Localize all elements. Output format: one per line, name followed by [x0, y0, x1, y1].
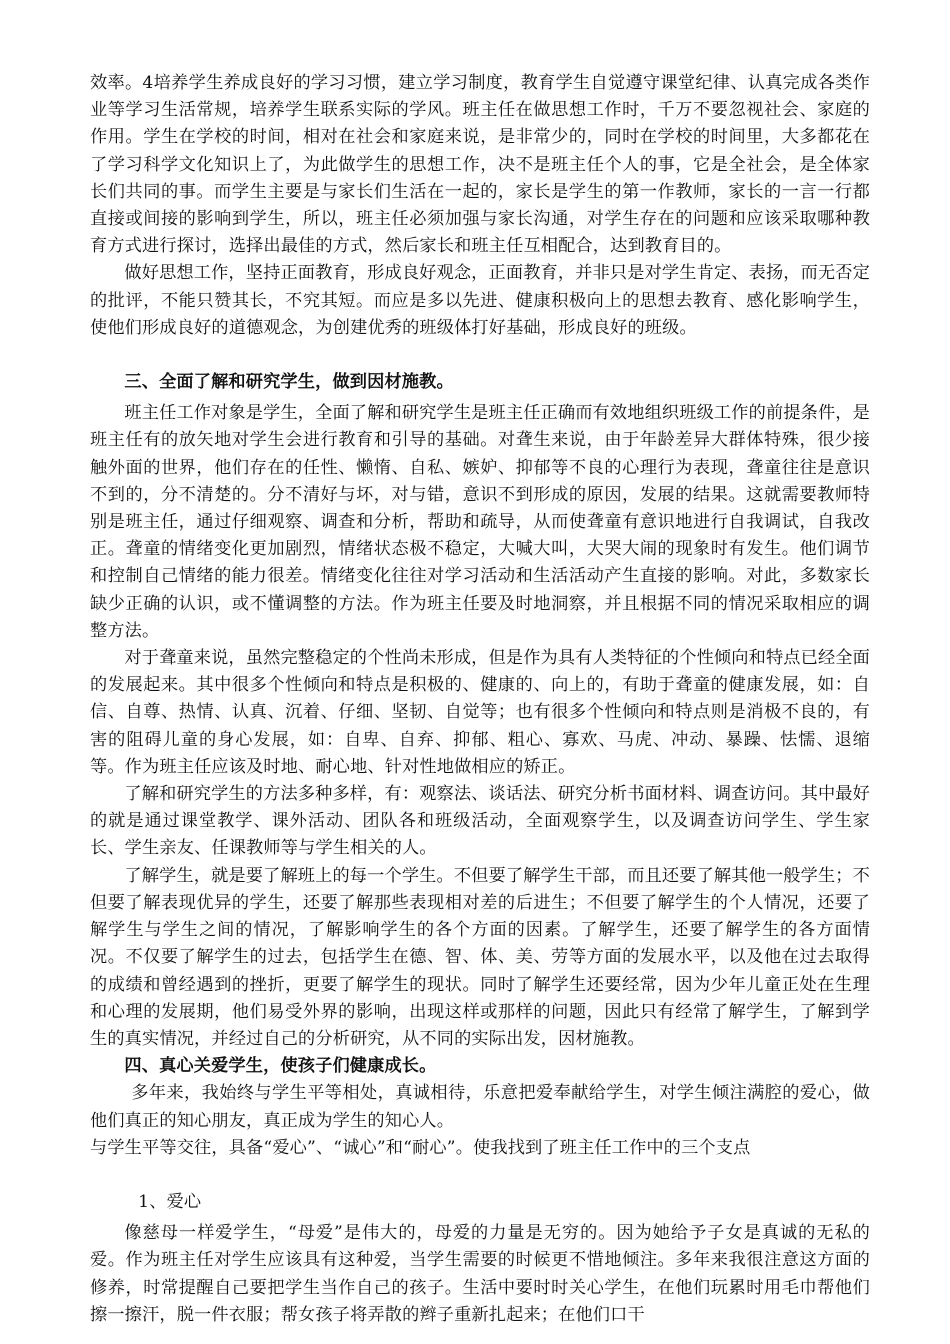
paragraph-care-for-students: 多年来，我始终与学生平等相处，真诚相待，乐意把爱奉献给学生，对学生倾注满腔的爱心，做他们真正的知心朋友，真正成为学生的知心人。 — [90, 1083, 870, 1131]
section-heading-4: 四、真心关爱学生，使孩子们健康成长。 — [124, 1056, 437, 1077]
paragraph-study-habits: 效率。4培养学生养成良好的学习习惯，建立学习制度，教育学生自觉遵守课堂纪律、认真完成各类作业等学习生活常规，培养学生联系实际的学风。班主任在做思想工作时，千万不要忽视社会、家庭的作用。学生在学校的时间，相对在社会和家庭来说，是非常少的，同时在学校的时间里，大多都花在了学习科学文化知识上了，为此做学生的思想工作，决不是班主任个人的事，它是全社会，是全体家长们共同的事。而学生主要是与家长们生活在一起的，家长是学生的第一作教师，家长的一言一行都直接或间接的影响到学生，所以，班主任必须加强与家长沟通，对学生存在的问题和应该采取哪种教育方式进行探讨，选择出最佳的方式，然后家长和班主任互相配合，达到教育目的。 — [90, 73, 870, 257]
document-body — [90, 70, 870, 1329]
paragraph-research-methods: 了解和研究学生的方法多种多样，有：观察法、谈话法、研究分析书面材料、调查访问。其中最好的就是通过课堂教学、课外活动、团队各和班级活动，全面观察学生，以及调查访问学生、学生家长、学生亲友、任课教师等与学生相关的人。 — [90, 784, 870, 859]
subheading-love: 1、爱心 — [138, 1191, 202, 1212]
paragraph-three-pivots: 与学生平等交往，具备“爱心”、“诚心”和“耐心”。使我找到了班主任工作中的三个支点 — [90, 1137, 751, 1158]
paragraph-positive-education: 做好思想工作，坚持正面教育，形成良好观念，正面教育，并非只是对学生肯定、表扬，而无否定的批评，不能只赞其长，不究其短。而应是多以先进、健康积极向上的思想去教育、感化影响学生，使他们形成良好的道德观念，为创建优秀的班级体打好基础，形成良好的班级。 — [90, 263, 870, 338]
paragraph-motherly-love: 像慈母一样爱学生，“母爱”是伟大的，母爱的力量是无穷的。因为她给予子女是真诚的无私的爱。作为班主任对学生应该具有这种爱，当学生需要的时候更不惜地倾注。多年来我很注意这方面的修养，时常提醒自己要把学生当作自己的孩子。生活中要时时关心学生，在他们玩累时用毛巾帮他们擦一擦汗，脱一件衣服；帮女孩子将弄散的辫子重新扎起来；在他们口干 — [90, 1223, 870, 1325]
section-heading-3: 三、全面了解和研究学生，做到因材施教。 — [124, 372, 454, 393]
paragraph-personality-traits: 对于聋童来说，虽然完整稳定的个性尚未形成，但是作为具有人类特征的个性倾向和特点已经全面的发展起来。其中很多个性倾向和特点是积极的、健康的、向上的，有助于聋童的健康发展，如：自信、自尊、热情、认真、沉着、仔细、坚韧、自觉等；也有很多个性倾向和特点则是消极不良的，有害的阻碍儿童的身心发展，如：自卑、自弃、抑郁、粗心、寡欢、马虎、冲动、暴躁、怯懦、退缩等。作为班主任应该及时地、耐心地、针对性地做相应的矫正。 — [90, 648, 870, 777]
paragraph-know-every-student: 了解学生，就是要了解班上的每一个学生。不但要了解学生干部，而且还要了解其他一般学生；不但要了解表现优异的学生，还要了解那些表现相对差的后进生；不但要了解学生的个人情况，还要了解学生与学生之间的情况，了解影响学生的各个方面的因素。了解学生，还要了解学生的各方面情况。不仅要了解学生的过去，包括学生在德、智、体、美、劳等方面的发展水平，以及他在过去取得的成绩和曾经遇到的挫折，更要了解学生的现状。同时了解学生还要经常，因为少年儿童正处在生理和心理的发展期，他们易受外界的影响，出现这样或那样的问题，因此只有经常了解学生，了解到学生的真实情况，并经过自己的分析研究，从不同的实际出发，因材施教。 — [90, 865, 870, 1049]
paragraph-understand-students: 班主任工作对象是学生，全面了解和研究学生是班主任正确而有效地组织班级工作的前提条件，是班主任有的放矢地对学生会进行教育和引导的基础。对聋生来说，由于年龄差异大群体特殊，很少接触外面的世界，他们存在的任性、懒惰、自私、嫉妒、抑郁等不良的心理行为表现，聋童往往是意识不到的，分不清楚的。分不清好与坏，对与错，意识不到形成的原因，发展的结果。这就需要教师特别是班主任，通过仔细观察、调查和分析，帮助和疏导，从而使聋童有意识地进行自我调试，自我改正。聋童的情绪变化更加剧烈，情绪状态极不稳定，大喊大叫，大哭大闹的现象时有发生。他们调节和控制自己情绪的能力很差。情绪变化往往对学习活动和生活活动产生直接的影响。对此，多数家长缺少正确的认识，或不懂调整的方法。作为班主任要及时地洞察，并且根据不同的情况采取相应的调整方法。 — [90, 403, 870, 641]
